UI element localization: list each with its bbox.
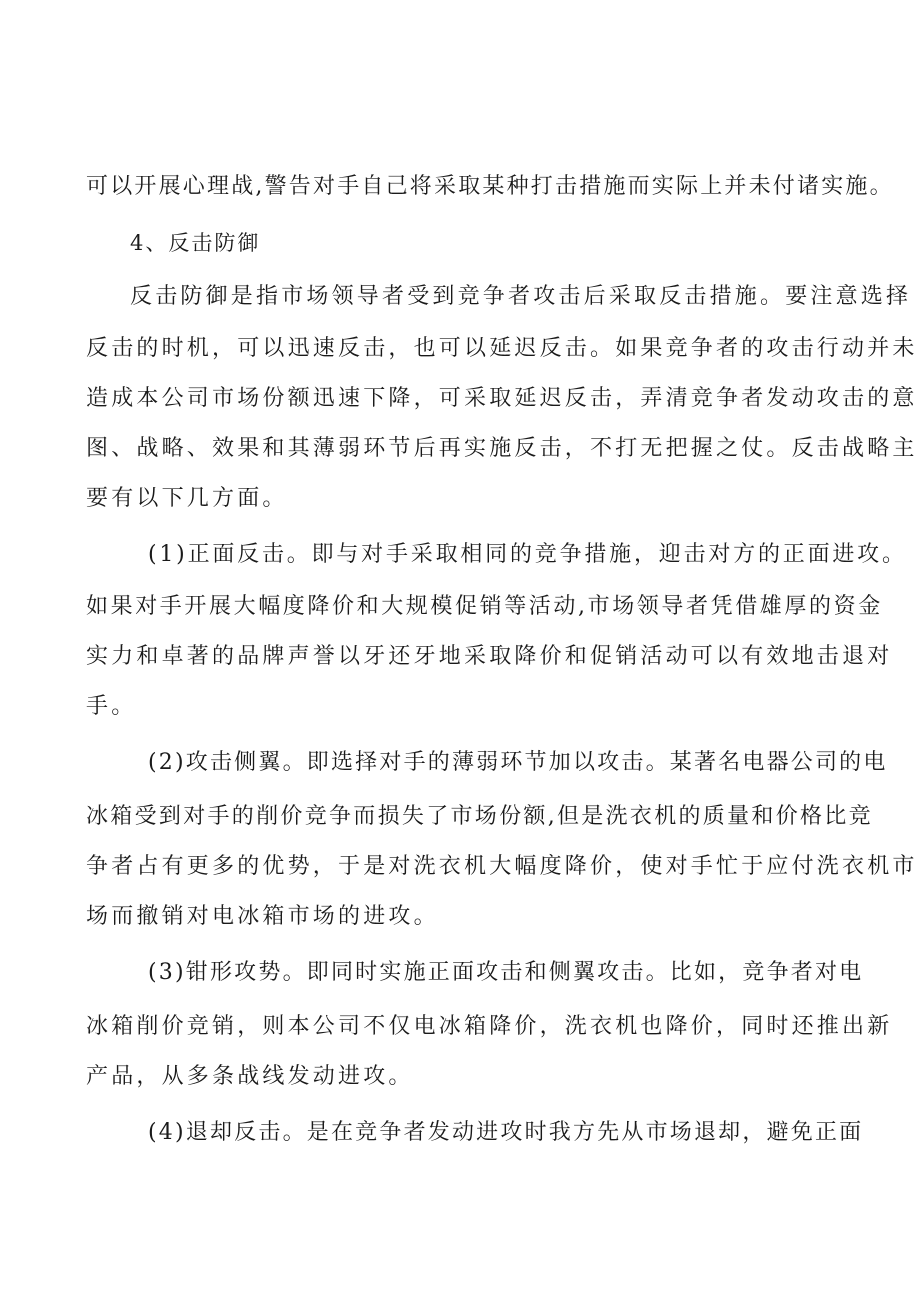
text-line: 手。 (86, 694, 137, 719)
text-line: 如果对手开展大幅度降价和大规模促销等活动,市场领导者凭借雄厚的资金 (86, 594, 883, 619)
text-line: 反击的时机，可以迅速反击，也可以延迟反击。如果竞争者的攻击行动并未 (86, 336, 918, 361)
text-line: 冰箱削价竞销，则本公司不仅电冰箱降价，洗衣机也降价，同时还推出新 (86, 1014, 893, 1039)
text-line: 场而撤销对电冰箱市场的进攻。 (86, 904, 439, 929)
text-line: (3)钳形攻势。即同时实施正面攻击和侧翼攻击。比如，竞争者对电 (148, 960, 864, 985)
text-line: 图、战略、效果和其薄弱环节后再实施反击，不打无把握之仗。反击战略主 (86, 436, 918, 461)
text-line: 冰箱受到对手的削价竞争而损失了市场份额,但是洗衣机的质量和价格比竞 (86, 804, 873, 829)
text-line: (4)退却反击。是在竞争者发动进攻时我方先从市场退却，避免正面 (148, 1120, 864, 1145)
text-line: 反击防御是指市场领导者受到竞争者攻击后采取反击措施。要注意选择 (130, 284, 912, 309)
text-line: 要有以下几方面。 (86, 486, 288, 511)
section-heading: 4、反击防御 (130, 231, 261, 255)
text-line: 造成本公司市场份额迅速下降，可采取延迟反击，弄清竞争者发动攻击的意 (86, 386, 918, 411)
text-line: 可以开展心理战,警告对手自己将采取某种打击措施而实际上并未付诸实施。 (86, 174, 894, 199)
text-line: 产品，从多条战线发动进攻。 (86, 1064, 414, 1089)
text-line: 争者占有更多的优势，于是对洗衣机大幅度降价，使对手忙于应付洗衣机市 (86, 854, 918, 879)
text-line: 实力和卓著的品牌声誉以牙还牙地采取降价和促销活动可以有效地击退对 (86, 644, 893, 669)
text-line: (2)攻击侧翼。即选择对手的薄弱环节加以攻击。某著名电器公司的电 (148, 750, 888, 775)
text-line: (1)正面反击。即与对手采取相同的竞争措施，迎击对方的正面进攻。 (148, 542, 907, 567)
